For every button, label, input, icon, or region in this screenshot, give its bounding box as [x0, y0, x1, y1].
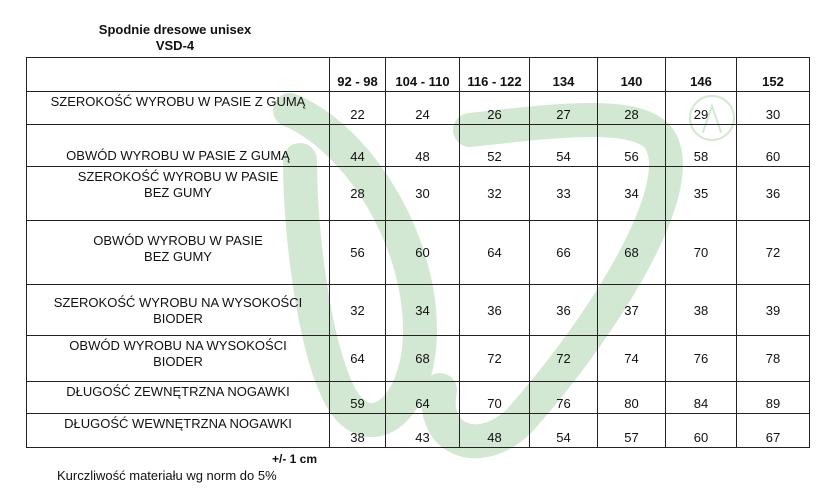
measurement-value: 43 [386, 414, 460, 448]
size-header: 140 [598, 58, 666, 92]
measurement-value: 80 [598, 382, 666, 414]
measurement-value: 84 [666, 382, 737, 414]
measurement-label: SZEROKOŚĆ WYROBU NA WYSOKOŚCI BIODER [27, 285, 330, 336]
measurement-value: 64 [460, 221, 530, 285]
measurement-value: 76 [530, 382, 598, 414]
measurement-value: 67 [737, 414, 810, 448]
measurement-value: 32 [460, 167, 530, 221]
measurement-value: 74 [598, 336, 666, 382]
size-header: 152 [737, 58, 810, 92]
measurement-value: 35 [666, 167, 737, 221]
measurement-value: 38 [330, 414, 386, 448]
measurement-value: 32 [330, 285, 386, 336]
measurement-value: 24 [386, 92, 460, 125]
measurement-value: 36 [737, 167, 810, 221]
measurement-value: 30 [737, 92, 810, 125]
measurement-value: 56 [598, 125, 666, 167]
measurement-value: 60 [386, 221, 460, 285]
measurement-value: 22 [330, 92, 386, 125]
measurement-value: 34 [598, 167, 666, 221]
measurement-label: OBWÓD WYROBU W PASIE Z GUMĄ [27, 125, 330, 167]
measurement-label: SZEROKOŚĆ WYROBU W PASIE Z GUMĄ [27, 92, 330, 125]
size-header: 92 - 98 [330, 58, 386, 92]
measurement-label: SZEROKOŚĆ WYROBU W PASIE BEZ GUMY [27, 167, 330, 221]
size-table [26, 57, 810, 448]
measurement-label: DŁUGOŚĆ WEWNĘTRZNA NOGAWKI [27, 414, 330, 448]
table-row [27, 92, 810, 125]
table-row [27, 382, 810, 414]
measurement-value: 56 [330, 221, 386, 285]
measurement-value: 58 [666, 125, 737, 167]
measurement-value: 64 [330, 336, 386, 382]
measurement-value: 52 [460, 125, 530, 167]
tolerance-note: +/- 1 cm [272, 452, 318, 466]
measurement-value: 36 [460, 285, 530, 336]
shrinkage-note: Kurczliwość materiału wg norm do 5% [57, 468, 277, 483]
measurement-value: 60 [666, 414, 737, 448]
measurement-value: 39 [737, 285, 810, 336]
measurement-value: 60 [737, 125, 810, 167]
measurement-label: DŁUGOŚĆ ZEWNĘTRZNA NOGAWKI [27, 382, 330, 414]
table-row [27, 336, 810, 382]
measurement-value: 48 [386, 125, 460, 167]
size-header: 146 [666, 58, 737, 92]
product-code: VSD-4 [155, 38, 195, 53]
table-row [27, 285, 810, 336]
measurement-label: OBWÓD WYROBU W PASIE BEZ GUMY [27, 221, 330, 285]
measurement-value: 66 [530, 221, 598, 285]
measurement-value: 44 [330, 125, 386, 167]
measurement-value: 78 [737, 336, 810, 382]
measurement-value: 70 [666, 221, 737, 285]
measurement-value: 72 [737, 221, 810, 285]
table-row [27, 414, 810, 448]
table-row [27, 167, 810, 221]
measurement-label: OBWÓD WYROBU NA WYSOKOŚCI BIODER [27, 336, 330, 382]
measurement-value: 33 [530, 167, 598, 221]
measurement-value: 70 [460, 382, 530, 414]
measurement-value: 59 [330, 382, 386, 414]
size-header-row [27, 58, 810, 92]
measurement-value: 28 [598, 92, 666, 125]
measurement-value: 72 [530, 336, 598, 382]
measurement-value: 76 [666, 336, 737, 382]
measurement-value: 29 [666, 92, 737, 125]
measurement-value: 54 [530, 125, 598, 167]
measurement-value: 34 [386, 285, 460, 336]
measurement-value: 72 [460, 336, 530, 382]
measurement-value: 37 [598, 285, 666, 336]
measurement-value: 57 [598, 414, 666, 448]
label-header [27, 58, 330, 92]
size-header: 104 - 110 [386, 58, 460, 92]
measurement-value: 64 [386, 382, 460, 414]
size-header: 116 - 122 [460, 58, 530, 92]
measurement-value: 26 [460, 92, 530, 125]
measurement-value: 68 [598, 221, 666, 285]
table-row [27, 125, 810, 167]
size-header: 134 [530, 58, 598, 92]
measurement-value: 38 [666, 285, 737, 336]
measurement-value: 27 [530, 92, 598, 125]
measurement-value: 54 [530, 414, 598, 448]
measurement-value: 36 [530, 285, 598, 336]
measurement-value: 48 [460, 414, 530, 448]
product-title: Spodnie dresowe unisex [98, 22, 252, 37]
measurement-value: 30 [386, 167, 460, 221]
table-row [27, 221, 810, 285]
measurement-value: 68 [386, 336, 460, 382]
measurement-value: 28 [330, 167, 386, 221]
measurement-value: 89 [737, 382, 810, 414]
